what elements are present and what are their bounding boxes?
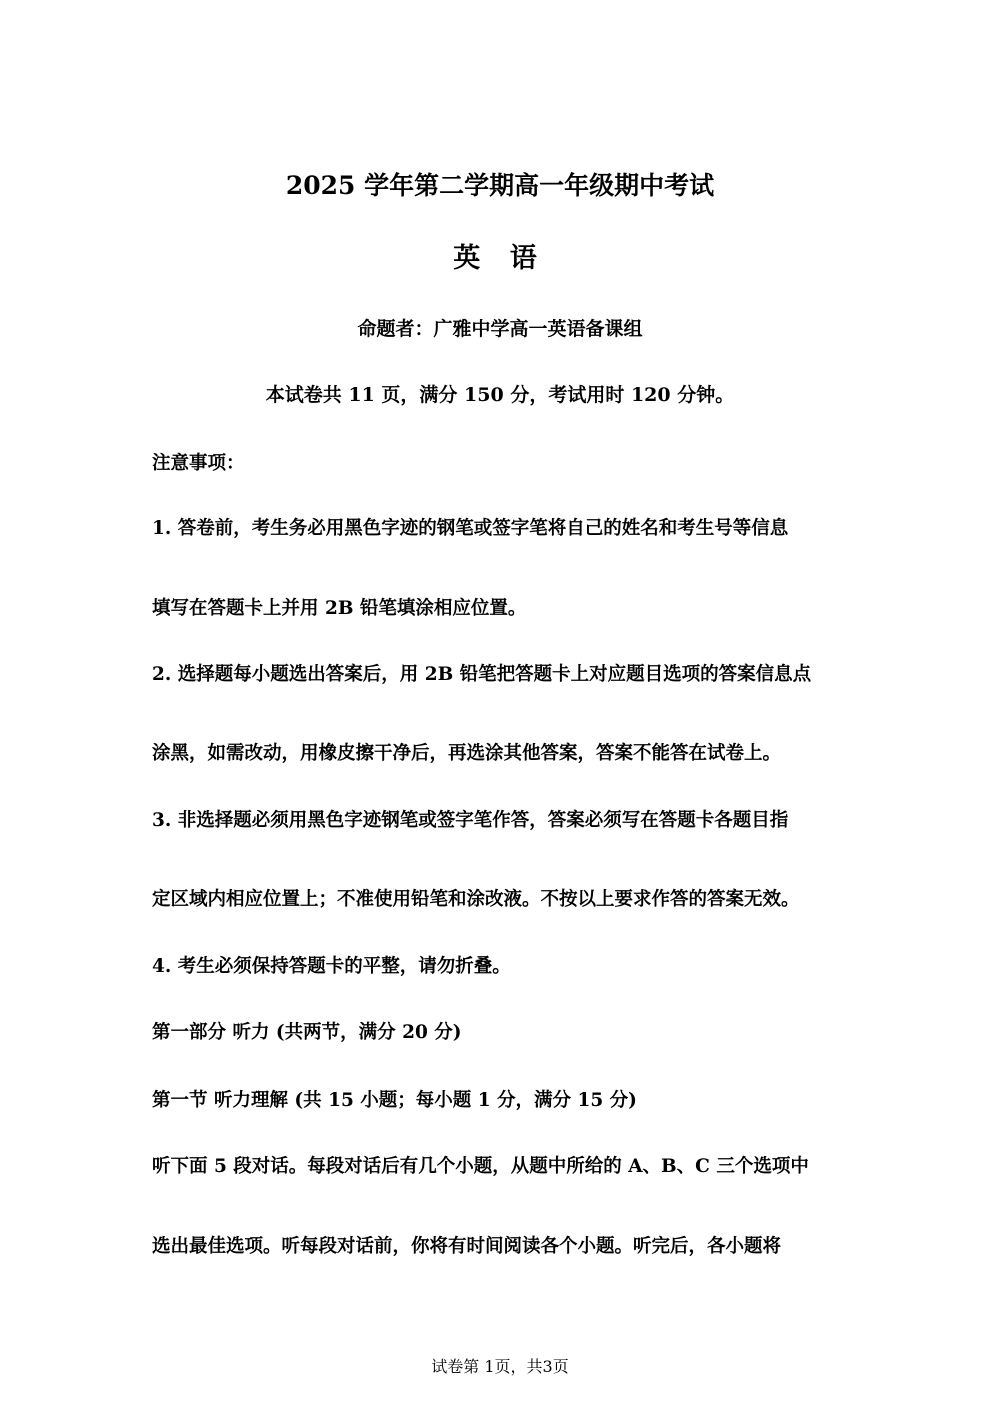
author-line: 命题者：广雅中学高一英语备课组	[357, 318, 643, 340]
notice-line: 4. 考生必须保持答题卡的平整，请勿折叠。	[152, 956, 511, 977]
instruction-line: 听下面 5 段对话。每段对话后有几个小题，从题中所给的 A、B、C 三个选项中	[152, 1156, 809, 1177]
page-footer: 试卷第 1页，共3页	[431, 1357, 569, 1376]
notice-line: 3. 非选择题必须用黑色字迹钢笔或签字笔作答，答案必须写在答题卡各题目指	[152, 810, 789, 831]
notice-line: 涂黑，如需改动，用橡皮擦干净后，再选涂其他答案，答案不能答在试卷上。	[152, 743, 782, 764]
notice-line: 定区域内相应位置上；不准使用铅笔和涂改液。不按以上要求作答的答案无效。	[152, 889, 800, 910]
notice-line: 2. 选择题每小题选出答案后，用 2B 铅笔把答题卡上对应题目选项的答案信息点	[152, 664, 812, 685]
paper-info: 本试卷共 11 页，满分 150 分，考试用时 120 分钟。	[265, 384, 735, 406]
notices-heading: 注意事项：	[152, 453, 245, 474]
notice-line: 1. 答卷前，考生务必用黑色字迹的钢笔或签字笔将自己的姓名和考生号等信息	[152, 518, 789, 539]
exam-title: 2025 学年第二学期高一年级期中考试	[285, 171, 715, 200]
instruction-line: 选出最佳选项。听每段对话前，你将有时间阅读各个小题。听完后，各小题将	[152, 1236, 782, 1257]
part-heading: 第一部分 听力 (共两节，满分 20 分)	[152, 1022, 462, 1043]
section-heading: 第一节 听力理解 (共 15 小题；每小题 1 分，满分 15 分)	[152, 1090, 637, 1111]
subject-title: 英 语	[453, 243, 547, 274]
notice-line: 填写在答题卡上并用 2B 铅笔填涂相应位置。	[152, 598, 527, 619]
